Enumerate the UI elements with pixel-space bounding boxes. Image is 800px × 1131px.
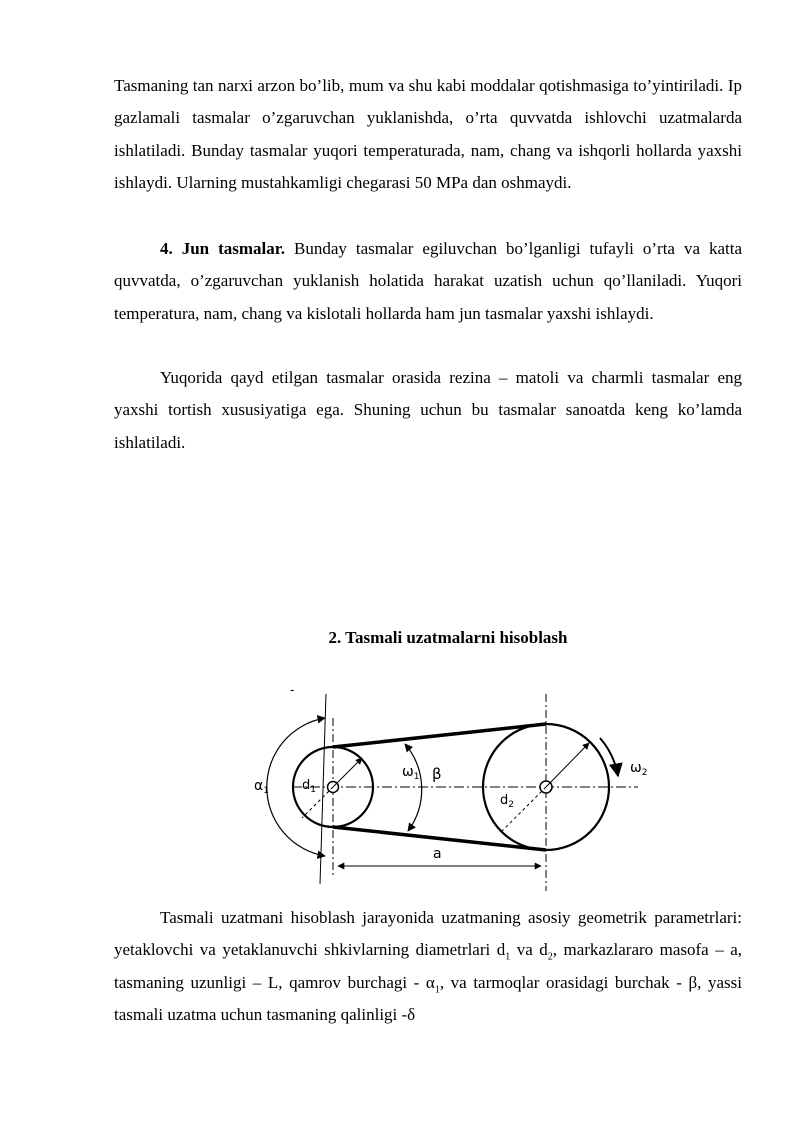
- belt-upper-span: [333, 724, 546, 747]
- paragraph-calculation: Tasmali uzatmani hisoblash jarayonida uzatmaning asosiy geometrik parametrlari: yetaklovchi va yetaklanuvchi shkivlarning diametrlari $d_1$ va $d_2$, markazlararo masofa – a, tasmaning uzunligi – L, qamrov burchagi - $\alpha_1$, va tarmoqlar orasidagi burchak - β, yassi tasmali uzatma uchun tasmaning qalinligi -δ: [114, 908, 742, 1025]
- d2-label: $d_2$: [500, 793, 514, 810]
- section-heading: 2. Tasmali uzatmalarni hisoblash: [328, 628, 568, 647]
- beta-label: β: [432, 765, 442, 783]
- dash-mark: -: [290, 686, 295, 697]
- distance-a-label: a: [433, 846, 442, 862]
- omega2-rotation-arrow: [600, 738, 618, 776]
- paragraph-summary: [114, 362, 742, 459]
- paragraph-bold-lead: 4. Jun tasmalar.: [160, 239, 286, 258]
- alpha1-label: $\alpha_1$: [254, 778, 269, 796]
- paragraph-wool-belts: [114, 233, 742, 330]
- belt-drive-diagram: [240, 686, 660, 898]
- paragraph-text: Yuqorida qayd etilgan tasmalar orasida rezina – matoli va charmli tasmalar eng yaxshi tortish xususiyatiga ega. Shuning uchun bu tasmalar sanoatda keng ko’lamda ishlatiladi.: [114, 368, 742, 452]
- omega2-label: $\omega_2$: [630, 760, 648, 778]
- paragraph-text: Tasmaning tan narxi arzon bo’lib, mum va shu kabi moddalar qotishmasiga to’yintiriladi. Ip gazlamali tasmalar o’zgaruvchan yuklanishda, o’rta quvvatda ishlovchi uzatmalarda ishlatiladi. Bunday tasmalar yuqori temperaturada, nam, chang va ishqorli hollarda yaxshi ishlaydi. Ularning mustahkamligi chegarasi 50 MPa dan oshmaydi.: [114, 76, 742, 193]
- d1-arrow-line: [333, 758, 362, 787]
- omega1-label: $\omega_1$: [402, 764, 420, 782]
- paragraph-cotton-belts: [114, 70, 742, 200]
- d1-label: $d_1$: [302, 778, 316, 795]
- d2-arrow-head-line: [546, 743, 589, 787]
- paragraph-text: Bunday tasmalar egiluvchan bo’lganligi tufayli o’rta va katta quvvatda, o’zgaruvchan yuklanish holatida harakat uzatish uchun qo’llaniladi. Yuqori temperatura, nam, chang va kislotali hollarda ham jun tasmalar yaxshi ishlaydi.: [114, 239, 743, 323]
